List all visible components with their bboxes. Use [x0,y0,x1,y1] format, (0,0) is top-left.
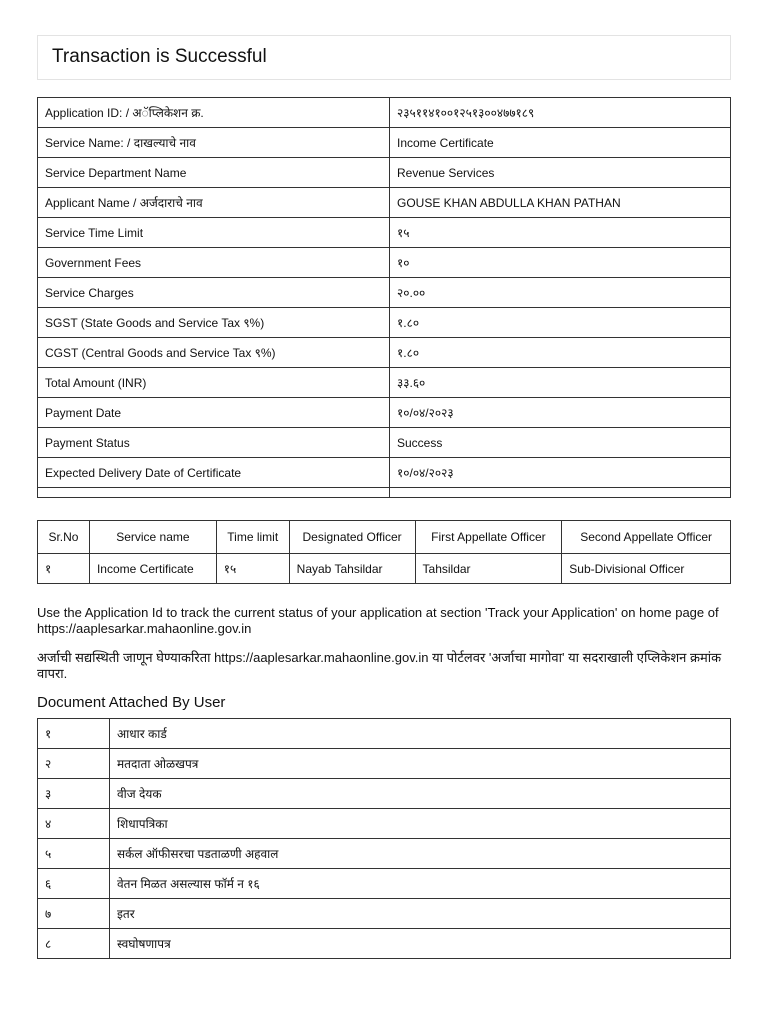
detail-row [38,368,731,398]
track-note-text: Use the Application Id to track the current status of your application at section 'Track your Application' on home page of [37,605,719,620]
detail-label: Payment Status [38,428,390,458]
detail-label: Total Amount (INR) [38,368,390,398]
document-name: इतर [110,899,731,929]
document-row [38,779,731,809]
document-row [38,929,731,959]
document-number: ३ [38,779,110,809]
column-header: Designated Officer [289,521,415,554]
detail-row [38,188,731,218]
column-header: Time limit [216,521,289,554]
spacer-cell [38,488,390,498]
detail-row [38,398,731,428]
detail-value: १०/०४/२०२३ [390,398,731,428]
detail-row [38,218,731,248]
document-number: ८ [38,929,110,959]
detail-label: Government Fees [38,248,390,278]
document-name: शिधापत्रिका [110,809,731,839]
document-row [38,749,731,779]
detail-label: Payment Date [38,398,390,428]
detail-label: CGST (Central Goods and Service Tax ९%) [38,338,390,368]
document-name: वीज देयक [110,779,731,809]
table-cell: १ [38,554,90,584]
detail-value: १० [390,248,731,278]
detail-row [38,278,731,308]
detail-row [38,428,731,458]
document-number: २ [38,749,110,779]
page-title: Transaction is Successful [52,46,267,67]
detail-row [38,128,731,158]
detail-value: Revenue Services [390,158,731,188]
detail-label: Service Time Limit [38,218,390,248]
detail-row [38,248,731,278]
detail-row [38,458,731,488]
document-number: ५ [38,839,110,869]
track-note-marathi [37,650,731,682]
detail-value: २३५११४१००१२५१३००४७७१८९ [390,98,731,128]
detail-row [38,308,731,338]
detail-value: Income Certificate [390,128,731,158]
table-cell: Income Certificate [89,554,216,584]
document-row [38,869,731,899]
document-name: सर्कल ऑफीसरचा पडताळणी अहवाल [110,839,731,869]
table-cell: १५ [216,554,289,584]
document-row [38,719,731,749]
portal-link-marathi[interactable]: https://aaplesarkar.mahaonline.gov.in [214,650,429,665]
document-number: ७ [38,899,110,929]
detail-value: १५ [390,218,731,248]
document-name: स्वघोषणापत्र [110,929,731,959]
detail-label: Service Name: / दाखल्याचे नाव [38,128,390,158]
table-cell: Nayab Tahsildar [289,554,415,584]
column-header: First Appellate Officer [415,521,562,554]
transaction-details-table [37,97,731,498]
detail-label: Expected Delivery Date of Certificate [38,458,390,488]
detail-value: २०.०० [390,278,731,308]
document-row [38,809,731,839]
document-name: आधार कार्ड [110,719,731,749]
spacer-cell [390,488,731,498]
document-name: वेतन मिळत असल्यास फॉर्म न १६ [110,869,731,899]
detail-value: GOUSE KHAN ABDULLA KHAN PATHAN [390,188,731,218]
track-note-before: अर्जाची सद्यस्थिती जाणून घेण्याकरिता [37,650,215,665]
detail-label: Application ID: / अॅप्लिकेशन क्र. [38,98,390,128]
detail-value: १.८० [390,338,731,368]
detail-label: Service Charges [38,278,390,308]
detail-value: ३३.६० [390,368,731,398]
detail-row [38,158,731,188]
detail-value: १.८० [390,308,731,338]
document-name: मतदाता ओळखपत्र [110,749,731,779]
document-number: ४ [38,809,110,839]
portal-link[interactable]: https://aaplesarkar.mahaonline.gov.in [37,621,252,636]
document-row [38,899,731,929]
document-row [38,839,731,869]
spacer-row [38,488,731,498]
column-header: Sr.No [38,521,90,554]
detail-label: Applicant Name / अर्जदाराचे नाव [38,188,390,218]
documents-heading: Document Attached By User [37,694,226,711]
detail-label: SGST (State Goods and Service Tax ९%) [38,308,390,338]
detail-value: Success [390,428,731,458]
document-number: १ [38,719,110,749]
detail-row [38,98,731,128]
title-box [37,35,731,80]
table-cell: Sub-Divisional Officer [562,554,731,584]
documents-table [37,718,731,959]
detail-label: Service Department Name [38,158,390,188]
table-cell: Tahsildar [415,554,562,584]
detail-value: १०/०४/२०२३ [390,458,731,488]
detail-row [38,338,731,368]
track-note-after: या पोर्टलवर 'अर्जाचा मागोवा' या सदराखाली एप्लिकेशन क्रमांक वापरा. [37,650,722,681]
column-header: Second Appellate Officer [562,521,731,554]
service-officers-table [37,520,731,584]
table-row [38,554,731,584]
column-header: Service name [89,521,216,554]
track-note-english [37,605,731,637]
document-number: ६ [38,869,110,899]
